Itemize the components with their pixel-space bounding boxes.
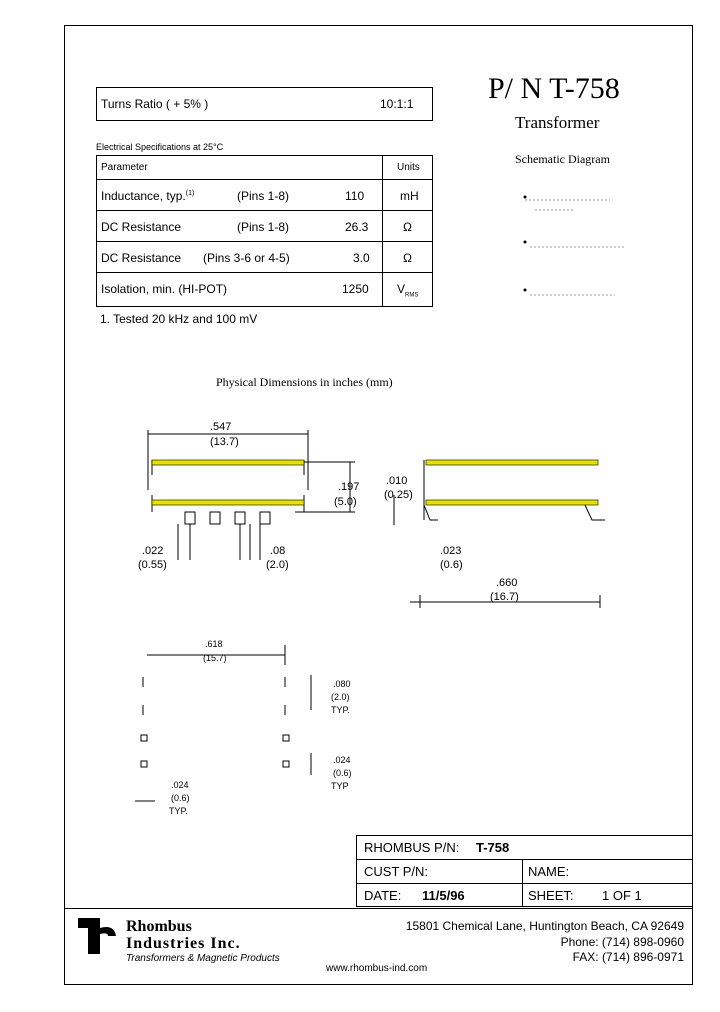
fp-pitch: .080 (333, 679, 351, 689)
specs-table (96, 155, 433, 307)
dim-lead-mm: (0.6) (440, 559, 463, 571)
footprint-drawing (125, 635, 365, 820)
part-number-title: P/ N T-758 (488, 72, 620, 105)
front-view-drawing (130, 420, 380, 580)
specs-caption: Electrical Specifications at 25°C (96, 142, 224, 152)
param-unit: V (397, 282, 406, 296)
dim-standoff-mm: (0.25) (384, 489, 413, 501)
fp-padh-mm: (0.6) (333, 768, 352, 778)
dim-height-mm: (5.0) (334, 496, 357, 508)
fp-padh-typ: TYP (331, 781, 349, 791)
title-block-row (356, 859, 693, 883)
param-label: Inductance, typ. (101, 189, 186, 203)
table-row (97, 179, 432, 211)
dim-pad-mm: (0.55) (138, 559, 167, 571)
param-label: DC Resistance (101, 251, 182, 265)
schematic-diagram (515, 185, 635, 305)
cust-pn-label: CUST P/N: (364, 864, 429, 879)
dim-width: .547 (210, 421, 232, 433)
param-pins: (Pins 3-6 or 4-5) (203, 251, 290, 265)
turns-ratio-label: Turns Ratio ( + 5% ) (101, 97, 209, 111)
dim-pitch-mm: (2.0) (266, 559, 289, 571)
name-label: NAME: (528, 864, 570, 879)
physical-title: Physical Dimensions in inches (mm) (216, 375, 393, 389)
sheet-label: SHEET: (528, 888, 574, 903)
turns-ratio-box (96, 87, 433, 121)
col-parameter: Parameter (101, 162, 148, 173)
table-row (97, 272, 432, 306)
specs-header-row (97, 156, 432, 180)
schematic-title: Schematic Diagram (515, 152, 610, 166)
fp-padw-mm: (0.6) (171, 793, 190, 803)
title-block-row (356, 835, 693, 859)
company-tagline: Transformers & Magnetic Products (126, 953, 280, 964)
date-value: 11/5/96 (422, 888, 465, 903)
dim-length: .660 (496, 577, 518, 589)
fp-pitch-typ: TYP. (331, 705, 350, 715)
dim-width-mm: (13.7) (210, 436, 239, 448)
rhombus-pn-value: T-758 (476, 840, 510, 855)
title-block (356, 835, 693, 907)
rhombus-pn-label: RHOMBUS P/N: (364, 840, 460, 855)
company-name-line1: Rhombus (126, 918, 192, 935)
param-label: DC Resistance (101, 220, 182, 234)
col-units: Units (397, 162, 420, 173)
title-block-row (356, 883, 693, 907)
dim-length-mm: (16.7) (490, 591, 519, 603)
param-value: 26.3 (345, 220, 369, 234)
specs-note: 1. Tested 20 kHz and 100 mV (100, 312, 258, 326)
param-value: 1250 (342, 282, 369, 296)
param-unit: Ω (403, 251, 412, 265)
param-pins: (Pins 1-8) (237, 189, 290, 203)
fp-pitch-mm: (2.0) (331, 692, 350, 702)
dim-standoff: .010 (386, 475, 408, 487)
company-name-line2: Industries Inc. (126, 935, 241, 952)
fp-span-mm: (15.7) (203, 653, 227, 663)
param-value: 3.0 (353, 251, 370, 265)
fp-padh: .024 (333, 755, 351, 765)
param-footnote: (1) (185, 190, 195, 197)
date-label: DATE: (364, 888, 402, 903)
fp-padw: .024 (171, 780, 189, 790)
dim-height: .197 (338, 481, 360, 493)
company-website[interactable]: www.rhombus-ind.com (326, 963, 428, 974)
turns-ratio-value: 10:1:1 (380, 97, 414, 111)
dim-lead: .023 (440, 545, 462, 557)
rhombus-logo-icon (78, 918, 120, 956)
table-row (97, 241, 432, 273)
param-pins: (Pins 1-8) (237, 220, 290, 234)
company-fax: FAX: (714) 896-0971 (572, 950, 684, 964)
dim-pad: .022 (142, 545, 164, 557)
product-type: Transformer (515, 113, 600, 132)
param-label: Isolation, min. (HI-POT) (101, 282, 228, 296)
footer-divider (64, 908, 693, 909)
param-unit-sub: RMS (405, 292, 419, 299)
param-unit: Ω (403, 220, 412, 234)
fp-span: .618 (205, 639, 223, 649)
param-unit: mH (400, 189, 419, 203)
table-row (97, 210, 432, 242)
sheet-value: 1 OF 1 (602, 888, 642, 903)
company-phone: Phone: (714) 898-0960 (560, 935, 684, 949)
fp-padw-typ: TYP. (169, 806, 188, 816)
dim-pitch: .08 (270, 545, 286, 557)
company-address: 15801 Chemical Lane, Huntington Beach, CA 92649 (405, 919, 684, 933)
side-view-drawing (380, 440, 620, 610)
param-value: 110 (345, 189, 365, 203)
